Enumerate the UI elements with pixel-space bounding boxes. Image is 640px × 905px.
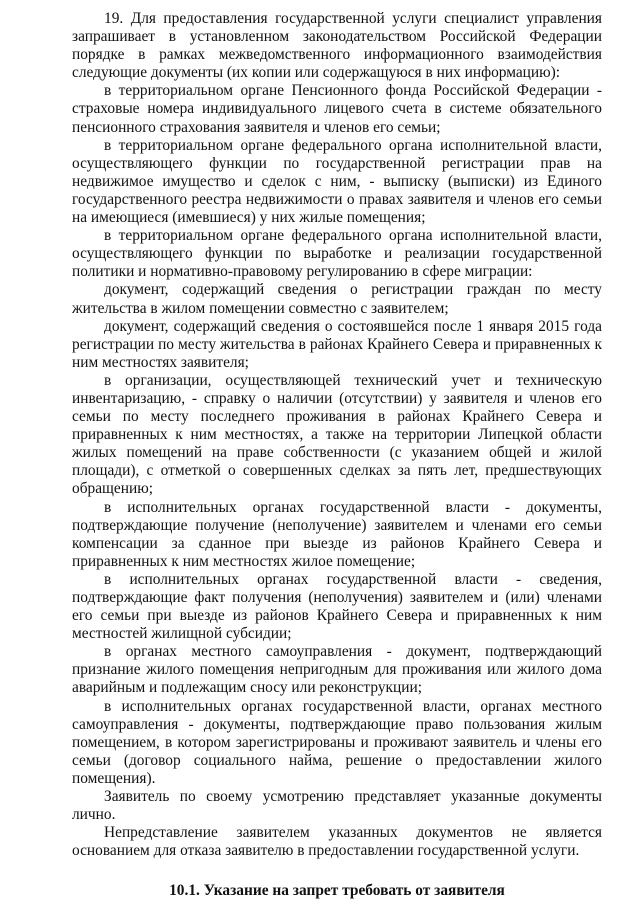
section-heading-10-1: 10.1. Указание на запрет требовать от заявителя [169,882,505,900]
paragraph-property-registry: в территориальном органе федерального органа исполнительной власти, осуществляющего функции по государственной регистрации прав на недвижимое имущество и сделок с ним, - выписку (выписки) из Единого государственного реестра недвижимости о правах заявителя и членов его семьи на имеющиеся (имевшиеся) у них жилые помещения; [72,136,602,227]
paragraph-unfit-housing: в органах местного самоуправления - документ, подтверждающий признание жилого помещения непригодным для проживания или жилого дома аварийным и подлежащим сносу или реконструкции; [72,643,602,697]
paragraph-registration-cohabitants: документ, содержащий сведения о регистрации граждан по месту жительства в жилом помещении совместно с заявителем; [72,281,602,317]
paragraph-housing-subsidy: в исполнительных органах государственной власти - сведения, подтверждающие факт получения (неполучения) заявителем и (или) членами его семьи при выезде из районов Крайнего Севера и приравненных к ним местностей жилищной субсидии; [72,570,602,643]
paragraph-compensation: в исполнительных органах государственной власти - документы, подтверждающие получение (неполучение) заявителем и членами его семьи компенсации за сданное при выезде из районов Крайнего Севера и приравненных к ним местностях жилое помещение; [72,498,602,570]
paragraph-own-initiative: Заявитель по своему усмотрению представляет указанные документы лично. [72,788,602,824]
paragraph-pension-fund: в территориальном органе Пенсионного фонда Российской Федерации - страховые номера индивидуального лицевого счета в системе обязательного пенсионного страхования заявителя и членов его семьи; [72,82,602,136]
paragraph-19-intro: 19. Для предоставления государственной услуги специалист управления запрашивает в установленном законодательством Российской Федерации порядке в рамках межведомственного информационного взаимодействия следующие документы (их копии или содержащуюся в них информацию): [72,10,602,82]
document-page [72,10,602,901]
paragraph-registration-north: документ, содержащий сведения о состоявшейся после 1 января 2015 года регистрации по месту жительства в районах Крайнего Севера и приравненных к ним местностях заявителя; [72,317,602,371]
paragraph-migration-authority: в территориальном органе федерального органа исполнительной власти, осуществляющего функции по выработке и реализации государственной политики и нормативно-правовому регулированию в сфере миграции: [72,227,602,281]
paragraph-technical-inventory: в организации, осуществляющей технический учет и техническую инвентаризацию, - справку о наличии (отсутствии) у заявителя и членов его семьи по месту последнего проживания в районах Крайнего Севера и приравненных к ним местностях, а также на территории Липецкой области жилых помещений на праве собственности (с указанием общей и жилой площади), с отметкой о совершенных сделках за пять лет, предшествующих обращению; [72,371,602,498]
paragraph-non-submission: Непредставление заявителем указанных документов не является основанием для отказа заявителю в предоставлении государственной услуги. [72,824,602,860]
paragraph-right-of-use: в исполнительных органах государственной власти, органах местного самоуправления - документы, подтверждающие право пользования жилым помещением, в котором зарегистрированы и проживают заявитель и члены его семьи (договор социального найма, решение о предоставлении жилого помещения). [72,697,602,787]
